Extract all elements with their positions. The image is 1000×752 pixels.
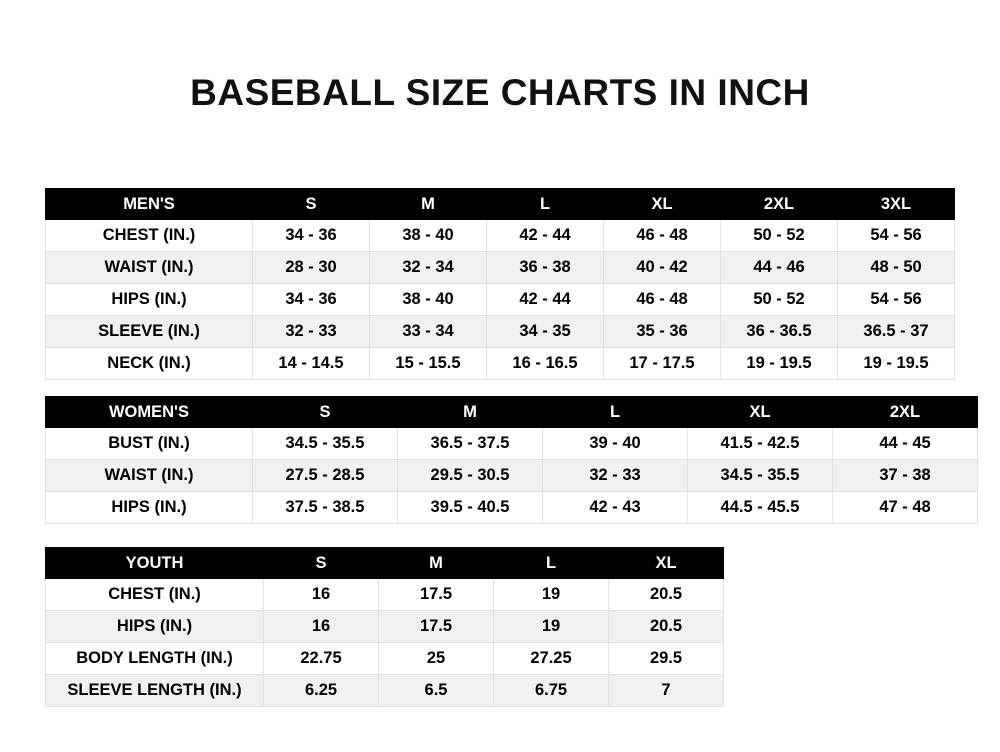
- table-row: [46, 220, 955, 252]
- mens-measurement-cell: 19 - 19.5: [838, 348, 955, 380]
- youth-measurement-cell: 17.5: [379, 611, 494, 643]
- table-header-row: [46, 548, 724, 579]
- mens-measurement-cell: 32 - 33: [253, 316, 370, 348]
- mens-measurement-cell: 17 - 17.5: [604, 348, 721, 380]
- youth-measurement-cell: 25: [379, 643, 494, 675]
- womens-row-label: BUST (IN.): [46, 428, 253, 460]
- womens-measurement-cell: 41.5 - 42.5: [688, 428, 833, 460]
- table-row: [46, 428, 978, 460]
- table-row: [46, 460, 978, 492]
- womens-measurement-cell: 34.5 - 35.5: [253, 428, 398, 460]
- youth-row-label: HIPS (IN.): [46, 611, 264, 643]
- womens-measurement-cell: 29.5 - 30.5: [398, 460, 543, 492]
- womens-header-cell: M: [398, 397, 543, 428]
- womens-measurement-cell: 27.5 - 28.5: [253, 460, 398, 492]
- womens-measurement-cell: 42 - 43: [543, 492, 688, 524]
- mens-measurement-cell: 46 - 48: [604, 284, 721, 316]
- table-row: [46, 316, 955, 348]
- mens-measurement-cell: 54 - 56: [838, 220, 955, 252]
- youth-measurement-cell: 16: [264, 611, 379, 643]
- mens-row-label: NECK (IN.): [46, 348, 253, 380]
- mens-measurement-cell: 35 - 36: [604, 316, 721, 348]
- womens-header-cell: 2XL: [833, 397, 978, 428]
- womens-measurement-cell: 36.5 - 37.5: [398, 428, 543, 460]
- mens-table-header: [46, 189, 955, 220]
- mens-measurement-cell: 16 - 16.5: [487, 348, 604, 380]
- table-row: [46, 252, 955, 284]
- youth-measurement-cell: 29.5: [609, 643, 724, 675]
- youth-measurement-cell: 19: [494, 579, 609, 611]
- mens-measurement-cell: 50 - 52: [721, 220, 838, 252]
- youth-measurement-cell: 6.5: [379, 675, 494, 707]
- youth-measurement-cell: 16: [264, 579, 379, 611]
- youth-measurement-cell: 7: [609, 675, 724, 707]
- mens-measurement-cell: 42 - 44: [487, 220, 604, 252]
- mens-header-cell: 3XL: [838, 189, 955, 220]
- mens-measurement-cell: 14 - 14.5: [253, 348, 370, 380]
- table-row: [46, 611, 724, 643]
- mens-measurement-cell: 46 - 48: [604, 220, 721, 252]
- womens-header-cell: S: [253, 397, 398, 428]
- womens-measurement-cell: 44.5 - 45.5: [688, 492, 833, 524]
- womens-measurement-cell: 34.5 - 35.5: [688, 460, 833, 492]
- youth-header-cell: XL: [609, 548, 724, 579]
- mens-measurement-cell: 28 - 30: [253, 252, 370, 284]
- table-row: [46, 579, 724, 611]
- mens-measurement-cell: 36 - 38: [487, 252, 604, 284]
- youth-measurement-cell: 17.5: [379, 579, 494, 611]
- womens-table-header: [46, 397, 978, 428]
- womens-table-body: [46, 428, 978, 524]
- youth-row-label: SLEEVE LENGTH (IN.): [46, 675, 264, 707]
- mens-measurement-cell: 19 - 19.5: [721, 348, 838, 380]
- mens-row-label: SLEEVE (IN.): [46, 316, 253, 348]
- womens-measurement-cell: 44 - 45: [833, 428, 978, 460]
- womens-row-label: HIPS (IN.): [46, 492, 253, 524]
- mens-measurement-cell: 48 - 50: [838, 252, 955, 284]
- table-row: [46, 348, 955, 380]
- mens-measurement-cell: 36.5 - 37: [838, 316, 955, 348]
- page-title: BASEBALL SIZE CHARTS IN INCH: [190, 72, 810, 113]
- mens-measurement-cell: 40 - 42: [604, 252, 721, 284]
- mens-row-label: HIPS (IN.): [46, 284, 253, 316]
- youth-header-cell: L: [494, 548, 609, 579]
- mens-measurement-cell: 36 - 36.5: [721, 316, 838, 348]
- table-header-row: [46, 189, 955, 220]
- mens-table-body: [46, 220, 955, 380]
- womens-header-cell: L: [543, 397, 688, 428]
- mens-measurement-cell: 32 - 34: [370, 252, 487, 284]
- mens-measurement-cell: 44 - 46: [721, 252, 838, 284]
- table-row: [46, 675, 724, 707]
- youth-measurement-cell: 20.5: [609, 579, 724, 611]
- youth-measurement-cell: 6.75: [494, 675, 609, 707]
- mens-measurement-cell: 38 - 40: [370, 220, 487, 252]
- mens-measurement-cell: 50 - 52: [721, 284, 838, 316]
- mens-measurement-cell: 34 - 36: [253, 220, 370, 252]
- womens-header-cell: XL: [688, 397, 833, 428]
- mens-header-cell: 2XL: [721, 189, 838, 220]
- mens-measurement-cell: 34 - 35: [487, 316, 604, 348]
- womens-measurement-cell: 37 - 38: [833, 460, 978, 492]
- womens-measurement-cell: 39 - 40: [543, 428, 688, 460]
- youth-size-table: [45, 547, 724, 707]
- mens-row-label: CHEST (IN.): [46, 220, 253, 252]
- mens-measurement-cell: 42 - 44: [487, 284, 604, 316]
- mens-measurement-cell: 33 - 34: [370, 316, 487, 348]
- youth-measurement-cell: 19: [494, 611, 609, 643]
- mens-header-cell: M: [370, 189, 487, 220]
- youth-header-cell: S: [264, 548, 379, 579]
- youth-header-cell: M: [379, 548, 494, 579]
- womens-header-cell: WOMEN'S: [46, 397, 253, 428]
- table-row: [46, 284, 955, 316]
- table-row: [46, 643, 724, 675]
- womens-measurement-cell: 37.5 - 38.5: [253, 492, 398, 524]
- mens-measurement-cell: 38 - 40: [370, 284, 487, 316]
- mens-header-cell: L: [487, 189, 604, 220]
- youth-header-cell: YOUTH: [46, 548, 264, 579]
- mens-header-cell: MEN'S: [46, 189, 253, 220]
- womens-measurement-cell: 47 - 48: [833, 492, 978, 524]
- table-header-row: [46, 397, 978, 428]
- womens-measurement-cell: 32 - 33: [543, 460, 688, 492]
- mens-measurement-cell: 15 - 15.5: [370, 348, 487, 380]
- youth-measurement-cell: 20.5: [609, 611, 724, 643]
- youth-measurement-cell: 27.25: [494, 643, 609, 675]
- mens-size-table: [45, 188, 955, 380]
- youth-table-header: [46, 548, 724, 579]
- youth-row-label: BODY LENGTH (IN.): [46, 643, 264, 675]
- youth-measurement-cell: 6.25: [264, 675, 379, 707]
- youth-measurement-cell: 22.75: [264, 643, 379, 675]
- womens-row-label: WAIST (IN.): [46, 460, 253, 492]
- mens-measurement-cell: 34 - 36: [253, 284, 370, 316]
- table-row: [46, 492, 978, 524]
- mens-header-cell: S: [253, 189, 370, 220]
- womens-measurement-cell: 39.5 - 40.5: [398, 492, 543, 524]
- youth-table-body: [46, 579, 724, 707]
- youth-row-label: CHEST (IN.): [46, 579, 264, 611]
- womens-size-table: [45, 396, 978, 524]
- mens-measurement-cell: 54 - 56: [838, 284, 955, 316]
- mens-header-cell: XL: [604, 189, 721, 220]
- mens-row-label: WAIST (IN.): [46, 252, 253, 284]
